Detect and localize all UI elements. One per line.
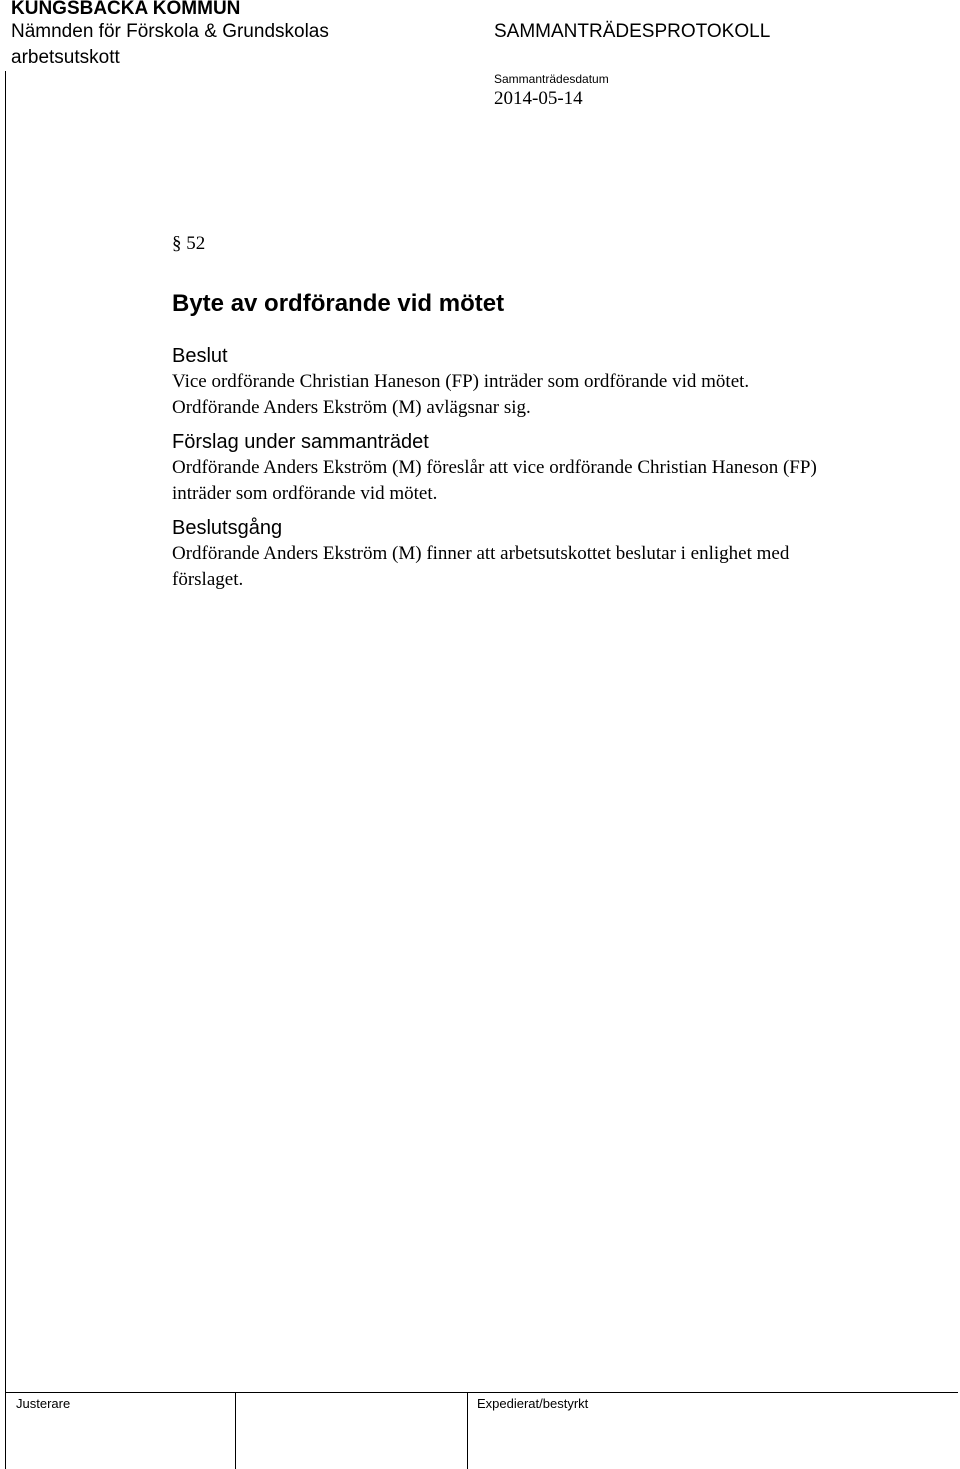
block-heading-proposal: Förslag under sammanträdet [172,431,429,453]
decision-line: Vice ordförande Christian Haneson (FP) inträder som ordförande vid mötet. [172,371,750,392]
paragraph-number: § 52 [172,233,206,254]
board-name-continued: arbetsutskott [11,47,120,68]
procedure-line: förslaget. [172,569,244,590]
organization-name: KUNGSBACKA KOMMUN [11,0,241,19]
footer-divider [235,1393,236,1469]
meeting-date-label: Sammanträdesdatum [494,72,609,86]
left-margin-rule [5,71,6,1393]
footer-divider [5,1393,6,1469]
document-type: SAMMANTRÄDESPROTOKOLL [494,21,771,42]
footer-rule [5,1392,958,1393]
dispatch-label: Expedierat/bestyrkt [477,1396,589,1411]
decision-line: Ordförande Anders Ekström (M) avlägsnar sig. [172,397,531,418]
signatory-label: Justerare [16,1396,71,1411]
section-title: Byte av ordförande vid mötet [172,290,505,317]
proposal-line: inträder som ordförande vid mötet. [172,483,438,504]
meeting-date: 2014-05-14 [494,88,583,109]
footer-divider [467,1393,468,1469]
proposal-line: Ordförande Anders Ekström (M) föreslår att vice ordförande Christian Haneson (FP) [172,457,817,478]
block-heading-decision: Beslut [172,345,228,367]
board-name: Nämnden för Förskola & Grundskolas [11,21,329,42]
block-heading-procedure: Beslutsgång [172,517,283,539]
procedure-line: Ordförande Anders Ekström (M) finner att arbetsutskottet beslutar i enlighet med [172,543,790,564]
section-body [172,343,932,593]
